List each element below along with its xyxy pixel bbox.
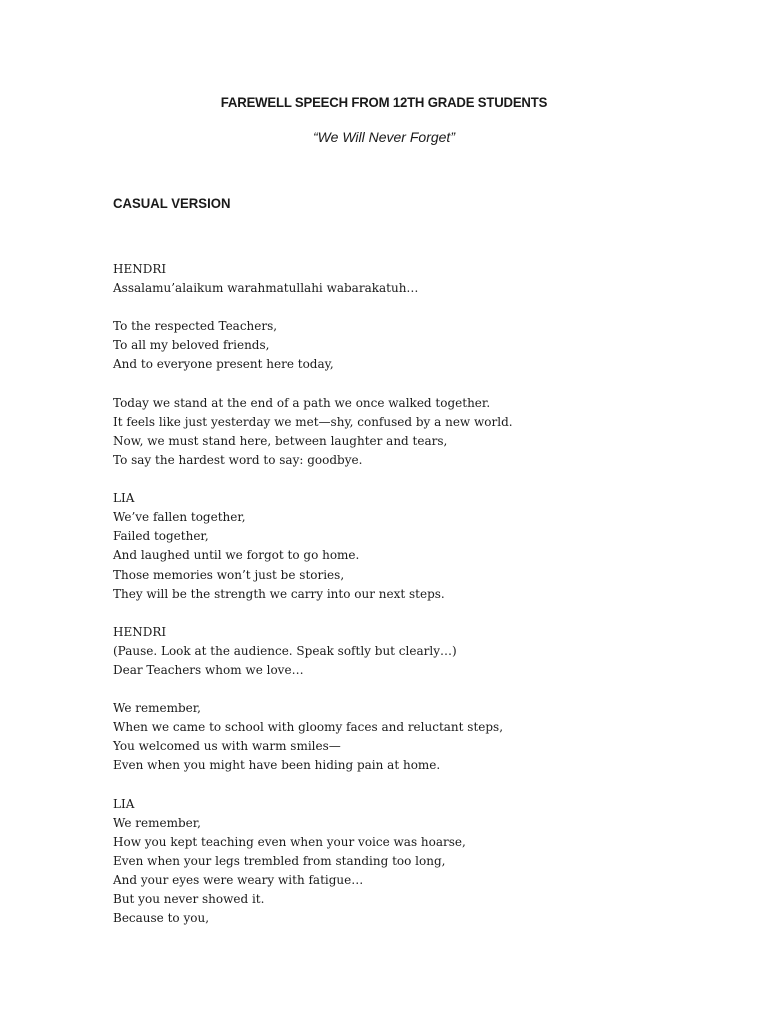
speech-line: Today we stand at the end of a path we once walked together.: [113, 395, 491, 410]
speech-line: And laughed until we forgot to go home.: [113, 548, 360, 563]
speech-line: Now, we must stand here, between laughter and tears,: [113, 433, 448, 448]
document-subtitle: “We Will Never Forget”: [313, 129, 455, 145]
speech-line: Those memories won’t just be stories,: [113, 567, 345, 582]
speech-line: How you kept teaching even when your voice was hoarse,: [113, 834, 466, 849]
speech-line: Even when you might have been hiding pain at home.: [113, 758, 441, 773]
speech-paragraph: [113, 489, 733, 604]
speech-body: [113, 260, 733, 947]
speech-line: HENDRI: [113, 262, 167, 276]
document-title: FAREWELL SPEECH FROM 12TH GRADE STUDENTS: [220, 94, 548, 110]
speech-line: They will be the strength we carry into our next steps.: [113, 586, 445, 601]
speech-paragraph: [113, 623, 733, 680]
speech-paragraph: [113, 699, 733, 775]
speech-line: It feels like just yesterday we met—shy, confused by a new world.: [113, 414, 513, 429]
speech-paragraph: [113, 394, 733, 470]
speech-line: LIA: [113, 491, 135, 506]
speech-line: Failed together,: [113, 529, 209, 544]
speech-line: Assalamu’alaikum warahmatullahi wabarakatuh…: [113, 281, 419, 296]
speech-paragraph: [113, 317, 733, 374]
speech-paragraph: [113, 795, 733, 929]
speech-line: To the respected Teachers,: [113, 319, 278, 334]
speech-line: Dear Teachers whom we love…: [113, 662, 304, 677]
speech-line: You welcomed us with warm smiles—: [113, 739, 341, 754]
speech-line: Even when your legs trembled from standing too long,: [113, 853, 446, 868]
speech-paragraph: [113, 260, 733, 298]
speech-line: And to everyone present here today,: [113, 357, 334, 372]
speech-line: We’ve fallen together,: [113, 510, 246, 525]
speech-line: Because to you,: [113, 911, 210, 926]
speech-line: And your eyes were weary with fatigue…: [113, 873, 364, 887]
speech-line: To say the hardest word to say: goodbye.: [113, 452, 363, 467]
speech-line: When we came to school with gloomy faces and reluctant steps,: [113, 720, 504, 735]
speech-line: (Pause. Look at the audience. Speak softly but clearly…): [113, 643, 457, 658]
speech-line: We remember,: [113, 815, 201, 830]
speech-line: To all my beloved friends,: [113, 338, 270, 353]
speech-line: HENDRI: [113, 624, 167, 639]
section-heading: CASUAL VERSION: [113, 195, 231, 211]
speech-line: But you never showed it.: [113, 892, 265, 907]
speech-line: LIA: [113, 796, 135, 811]
speech-line: We remember,: [113, 701, 201, 716]
